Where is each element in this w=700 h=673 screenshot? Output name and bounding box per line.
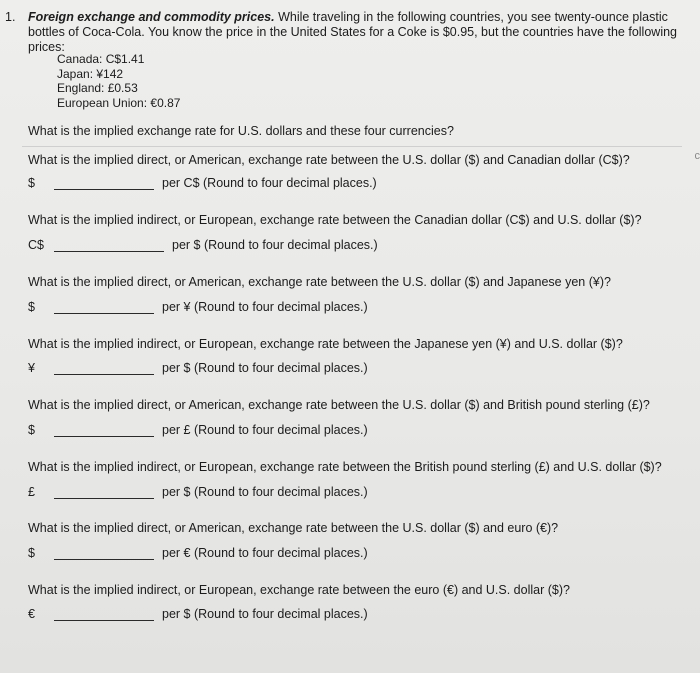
currency-symbol: $ bbox=[28, 546, 35, 560]
answer-row bbox=[28, 176, 377, 190]
answer-input[interactable] bbox=[54, 546, 154, 560]
round-hint: (Round to four decimal places.) bbox=[193, 300, 368, 314]
price-eu: European Union: €0.87 bbox=[57, 95, 181, 110]
round-hint: (Round to four decimal places.) bbox=[193, 607, 368, 621]
unit-label: per $ bbox=[162, 607, 191, 621]
divider bbox=[22, 146, 682, 147]
unit-label: per $ bbox=[172, 238, 201, 252]
price-list bbox=[57, 52, 180, 110]
answer-row bbox=[28, 238, 378, 252]
answer-row bbox=[28, 607, 368, 621]
question-text: What is the implied direct, or American, exchange rate between the U.S. dollar ($) and Japanese yen (¥)? bbox=[28, 275, 611, 289]
currency-symbol: € bbox=[28, 607, 35, 621]
round-hint: (Round to four decimal places.) bbox=[193, 361, 368, 375]
question-number: 1. bbox=[5, 10, 16, 24]
answer-row bbox=[28, 485, 368, 499]
unit-label: per C$ bbox=[162, 176, 200, 190]
round-hint: (Round to four decimal places.) bbox=[203, 176, 377, 190]
price-japan: Japan: ¥142 bbox=[57, 66, 124, 81]
answer-input[interactable] bbox=[54, 176, 154, 190]
question-text: What is the implied direct, or American, exchange rate between the U.S. dollar ($) and euro (€)? bbox=[28, 521, 559, 535]
answer-row bbox=[28, 423, 368, 437]
unit-label: per ¥ bbox=[162, 300, 191, 314]
currency-symbol: $ bbox=[28, 423, 35, 437]
currency-symbol: £ bbox=[28, 485, 35, 499]
round-hint: (Round to four decimal places.) bbox=[193, 546, 368, 560]
round-hint: (Round to four decimal places.) bbox=[193, 423, 368, 437]
answer-input[interactable] bbox=[54, 300, 154, 314]
round-hint: (Round to four decimal places.) bbox=[203, 238, 378, 252]
answer-input[interactable] bbox=[54, 485, 154, 499]
round-hint: (Round to four decimal places.) bbox=[193, 485, 368, 499]
answer-input[interactable] bbox=[54, 607, 154, 621]
price-canada: Canada: C$1.41 bbox=[57, 52, 145, 66]
edge-mark: c bbox=[694, 150, 700, 162]
answer-input[interactable] bbox=[54, 423, 154, 437]
unit-label: per £ bbox=[162, 423, 191, 437]
question-text: What is the implied indirect, or European, exchange rate between the Japanese yen (¥) and U.S. dollar ($)? bbox=[28, 337, 623, 351]
currency-symbol: C$ bbox=[28, 238, 44, 252]
unit-label: per $ bbox=[162, 485, 191, 499]
question-text: What is the implied direct, or American, exchange rate between the U.S. dollar ($) and British pound sterling (£)? bbox=[28, 398, 650, 412]
answer-row bbox=[28, 546, 368, 560]
answer-row bbox=[28, 300, 368, 314]
unit-label: per € bbox=[162, 546, 191, 560]
answer-input[interactable] bbox=[54, 361, 154, 375]
problem-intro bbox=[28, 10, 688, 55]
currency-symbol: ¥ bbox=[28, 361, 35, 375]
currency-symbol: $ bbox=[28, 300, 35, 314]
question-text: What is the implied direct, or American, exchange rate between the U.S. dollar ($) and Canadian dollar (C$)? bbox=[28, 153, 630, 167]
unit-label: per $ bbox=[162, 361, 191, 375]
problem-intro-text: While traveling in the following countries, you see twenty-ounce plastic bottles of Coca-Cola. You know the price in the United States for a Coke is $0.95, but the countries have the following prices: bbox=[28, 10, 677, 54]
price-england: England: £0.53 bbox=[57, 81, 138, 95]
question-text: What is the implied indirect, or European, exchange rate between the Canadian dollar (C$) and U.S. dollar ($)? bbox=[28, 213, 642, 227]
answer-input[interactable] bbox=[54, 238, 164, 252]
answer-row bbox=[28, 361, 368, 375]
currency-symbol: $ bbox=[28, 176, 35, 190]
question-text: What is the implied indirect, or European, exchange rate between the euro (€) and U.S. dollar ($)? bbox=[28, 583, 570, 597]
question-text: What is the implied indirect, or European, exchange rate between the British pound sterling (£) and U.S. dollar ($)? bbox=[28, 460, 662, 474]
lead-question: What is the implied exchange rate for U.S. dollars and these four currencies? bbox=[28, 124, 454, 138]
problem-title: Foreign exchange and commodity prices. bbox=[28, 10, 275, 24]
